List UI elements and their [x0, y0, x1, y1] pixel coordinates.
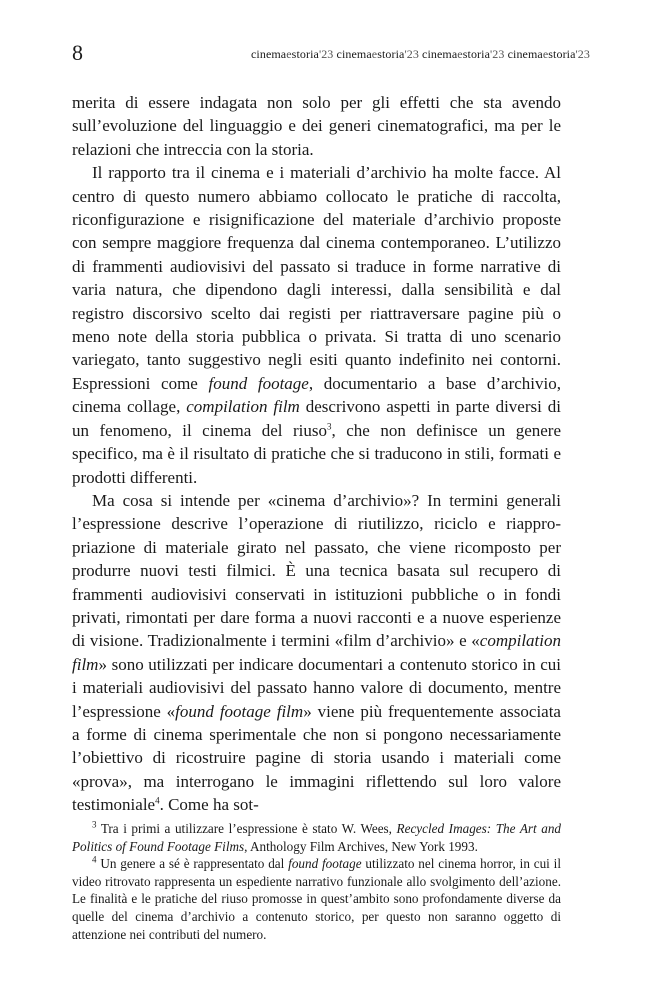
- footnote-ref: 4: [155, 795, 160, 806]
- page-number: 8: [72, 40, 83, 65]
- paragraph: Il rapporto tra il cinema e i materiali d’archivio ha molte facce. Al centro di questo numero abbiamo collocato le pratiche di raccolta, riconfigurazione e risignificazione del materiale d’archivio proposte con sempre maggiore frequenza dal cinema contemporaneo. L’utilizzo di frammenti audiovisivi del passato si traduce in forme narrative di varia natura, che dipendono dagli interessi, dalla sensibilità e dal registro discorsivo scelto dai registi per riattraversare pagine più o meno note della storia pubblica o privata. Si tratta di uno scenario variegato, tanto suggestivo negli esiti quanto indefinito nei contorni. Espressioni come found footage, documentario a base d’archivio, cinema collage, compilation film descrivono aspetti in parte diversi di un fenomeno, il cinema del riuso$^3$, che non definisce un genere specifico, ma è il risultato di pratiche che si traducono in stili, formati e prodotti differenti.: [72, 163, 561, 487]
- running-header: [251, 47, 590, 61]
- footnote-3: $^3$ Tra i primi a utilizzare l’espressione è stato W. Wees, Recycled Images: The Art and Politics of Found Footage Films, Anthology Film Archives, New York 1993.: [72, 819, 562, 854]
- series-title: cinemaestoria'23: [336, 47, 419, 61]
- footnotes: [72, 820, 561, 943]
- series-title: cinemaestoria'23: [250, 47, 334, 61]
- series-title: cinemaestoria'23: [507, 47, 590, 61]
- series-title: cinemaestoria'23: [422, 47, 505, 61]
- footnote-ref: 3: [327, 421, 332, 432]
- footnote-4: $^4$ Un genere a sé è rappresentato dal found footage utilizzato nel cinema horror, in cui il video ritrovato rappresenta un espediente narrativo funzionale allo svolgimento dell’azione. Le finalità e le pratiche del riuso promosse in quest’ambito sono profondamente diverse da quelle del cinema d’archivio a contenuto storico, per questo non saranno oggetto di attenzione nei contributi del numero.: [72, 854, 561, 942]
- paragraph: merita di essere indagata non solo per gli effetti che sta avendo sull’evoluzione del linguaggio e dei generi cinematografici, ma per le relazioni che intreccia con la storia.: [72, 93, 561, 159]
- paragraph: Ma cosa si intende per «cinema d’archivio»? In termini generali l’espressione descrive l’operazione di riutilizzo, riciclo e riappropriazione di materiale girato nel passato, che viene ricomposto per produrre nuovi testi filmici. È una tecnica basata sul recupero di frammenti audiovisivi conservati in istituzioni pubbliche o in fondi privati, rimontati per dare forma a nuovi racconti e a nuove esperienze di visione. Tradizionalmente i termini «film d’archivio» e «compilation film» sono utilizzati per indicare documentari a contenuto storico in cui i materiali audiovisivi del passato hanno valore di documento, mentre l’espressione «found footage film» viene più frequentemente associata a forme di cinema sperimentale che non si pongono necessariamente l’obiettivo di ricostruire pagine di storia usando i materiali come «prova», ma interrogano le immagini riflettendo sul loro valore testimoniale$^4$. Come ha sot-: [72, 490, 561, 815]
- body-text: [72, 91, 561, 817]
